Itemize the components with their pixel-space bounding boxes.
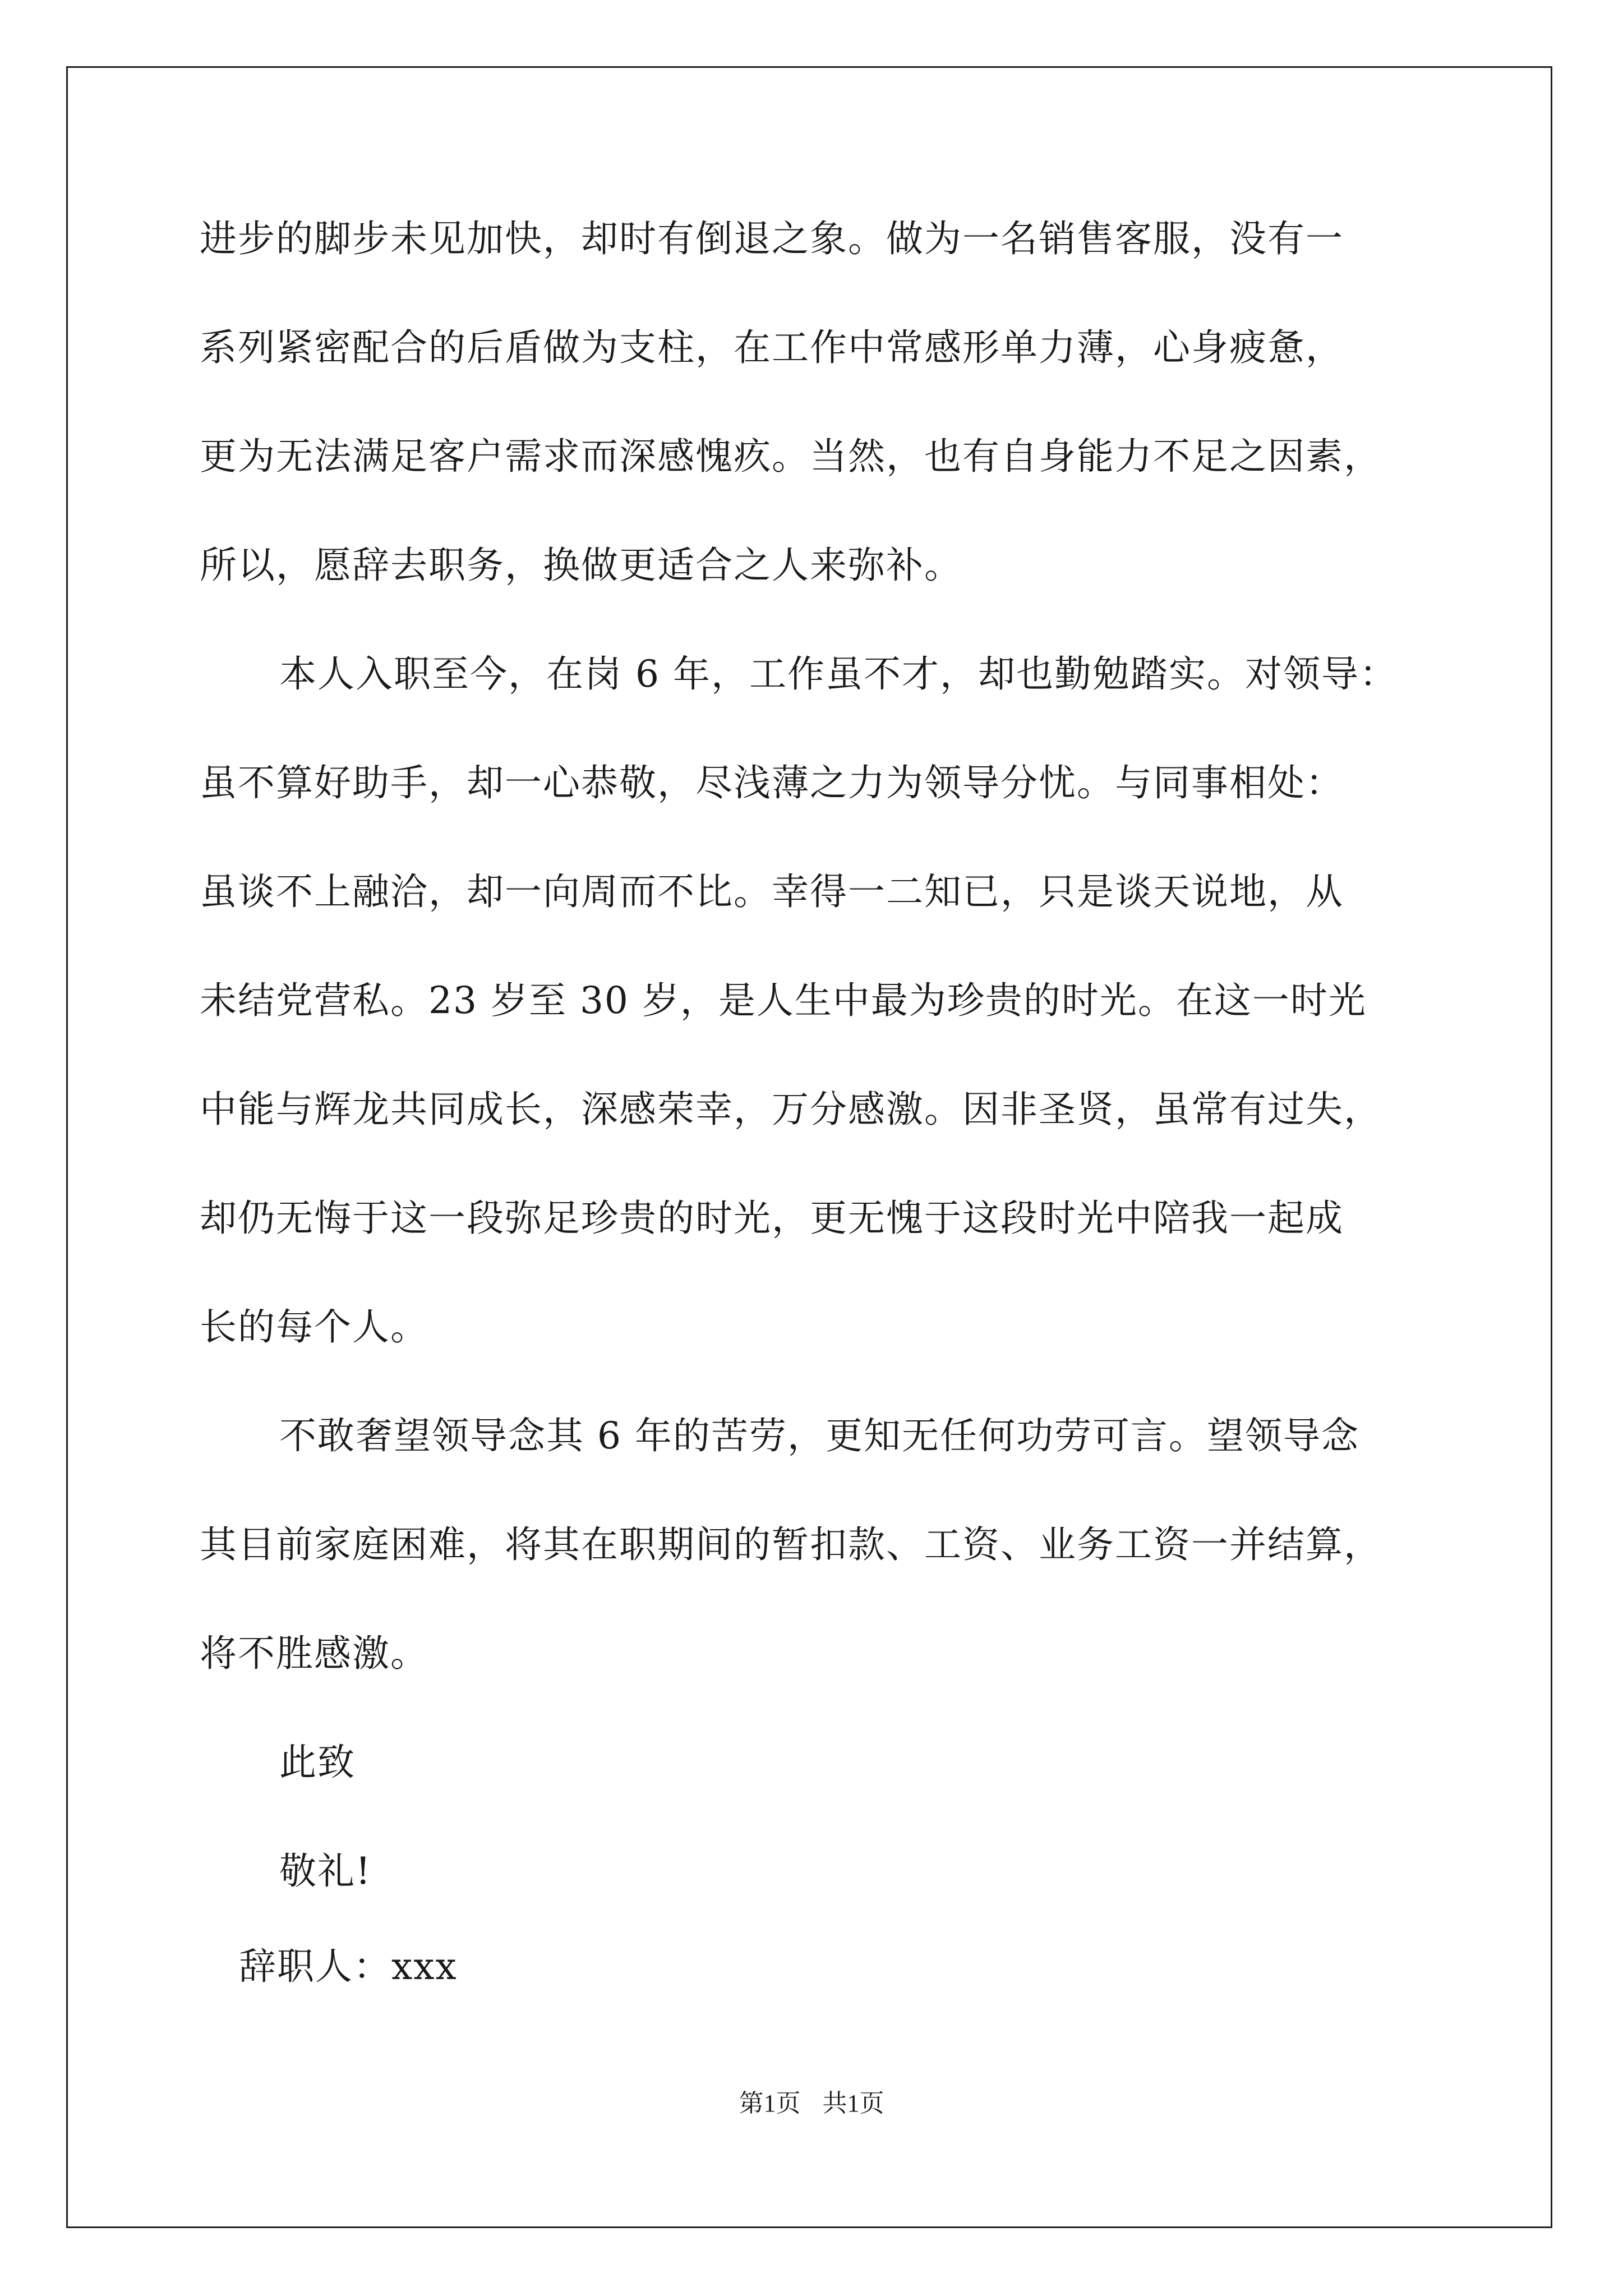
text-line: 系列紧密配合的后盾做为支柱，在工作中常感形单力薄，心身疲惫， [200, 326, 1344, 369]
paragraph-start-line: 不敢奢望领导念其 6 年的苦劳，更知无任何功劳可言。望领导念 [279, 1414, 1359, 1457]
page-border [66, 66, 1552, 2228]
paragraph-start-line: 本人入职至今，在岗 6 年，工作虽不才，却也勤勉踏实。对领导： [279, 652, 1398, 696]
text-line: 所以，愿辞去职务，换做更适合之人来弥补。 [200, 544, 962, 587]
closing-salutation: 此致 [279, 1741, 356, 1784]
text-line: 虽不算好助手，却一心恭敬，尽浅薄之力为领导分忧。与同事相处： [200, 761, 1344, 804]
text-line: 长的每个人。 [200, 1305, 428, 1349]
text-line: 虽谈不上融洽，却一向周而不比。幸得一二知已，只是谈天说地，从 [200, 870, 1344, 913]
closing-regards: 敬礼! [279, 1849, 372, 1893]
text-line: 进步的脚步未见加快，却时有倒退之象。做为一名销售客服，没有一 [200, 217, 1344, 260]
text-line: 将不胜感激。 [200, 1632, 428, 1675]
text-line: 却仍无悔于这一段弥足珍贵的时光，更无愧于这段时光中陪我一起成 [200, 1197, 1344, 1240]
text-line: 其目前家庭困难，将其在职期间的暂扣款、工资、业务工资一并结算， [200, 1523, 1382, 1566]
signature-line: 辞职人：xxx [239, 1945, 458, 1988]
page-number-total: 共1页 [822, 2090, 884, 2117]
page-footer [0, 2087, 1623, 2120]
page-number-current: 第1页 [739, 2090, 801, 2117]
text-line: 中能与辉龙共同成长，深感荣幸，万分感激。因非圣贤，虽常有过失， [200, 1088, 1382, 1131]
text-line: 未结党营私。23 岁至 30 岁，是人生中最为珍贵的时光。在这一时光 [200, 979, 1367, 1022]
text-line: 更为无法满足客户需求而深感愧疚。当然，也有自身能力不足之因素， [200, 435, 1382, 478]
